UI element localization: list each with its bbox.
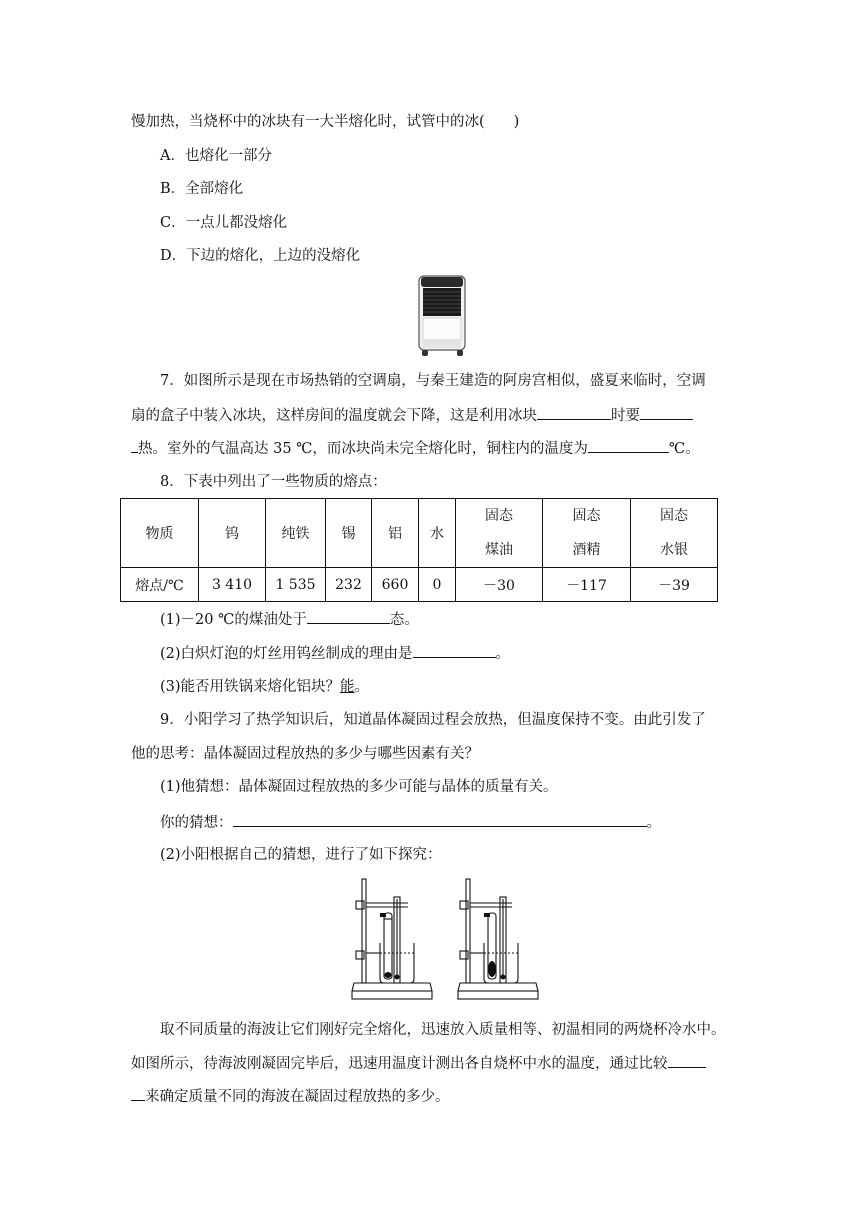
q6-option-c: C．一点儿都没熔化 [160,215,288,231]
table-cell: 3 410 [199,568,266,602]
q9-desc1: 取不同质量的海波让它们刚好完全熔化，迅速放入质量相等、初温相同的两烧杯冷水中。 [160,1022,726,1038]
q9-part2: (2)小阳根据自己的猜想，进行了如下探究： [160,847,442,863]
table-cell: －30 [456,568,543,602]
table-cell: 固态 酒精 [543,499,631,568]
table-cell: －117 [543,568,631,602]
table-row [121,499,718,568]
table-cell: 钨 [199,499,266,568]
q8-sub3: (3)能否用铁锅来熔化铝块？能。 [160,679,370,695]
q7-line1: 7．如图所示是现在市场热销的空调扇，与秦王建造的阿房宫相似，盛夏来临时，空调 [160,373,706,389]
table-cell: 锡 [326,499,372,568]
table-cell: 纯铁 [266,499,326,568]
q9-line2: 他的思考：晶体凝固过程放热的多少与哪些因素有关？ [131,746,479,762]
table-header-substance: 物质 [121,499,199,568]
table-cell: 固态 水银 [631,499,718,568]
q6-tail: 慢加热，当烧杯中的冰块有一大半熔化时，试管中的冰( ) [131,114,520,130]
answer-blank [131,1086,145,1101]
answer-blank [588,438,669,453]
answer-blank [233,812,647,827]
q9-your-guess: 你的猜想： 。 [160,812,661,833]
table-cell: 铝 [372,499,419,568]
q8-sub1: (1)－20 ℃的煤油处于 态。 [160,609,419,630]
answer-blank [307,609,390,624]
q9-guess-given: (1)他猜想：晶体凝固过程放热的多少可能与晶体的质量有关。 [160,779,558,795]
table-cell: －39 [631,568,718,602]
q6-option-a: A．也熔化一部分 [160,148,272,164]
table-cell: 0 [419,568,456,602]
q6-option-d: D．下边的熔化，上边的没熔化 [160,248,361,264]
table-cell: 水 [419,499,456,568]
answer-blank [131,438,138,453]
q9-desc2: 如图所示，待海波刚凝固完毕后，迅速用温度计测出各自烧杯中水的温度，通过比较 [131,1053,706,1074]
q8-intro: 8．下表中列出了一些物质的熔点： [160,474,387,490]
table-cell: 固态 煤油 [456,499,543,568]
q8-sub2: (2)白炽灯泡的灯丝用钨丝制成的理由是 。 [160,643,510,664]
table-cell: 660 [372,568,419,602]
table-cell: 1 535 [266,568,326,602]
q9-desc3: 来确定质量不同的海波在凝固过程放热的多少。 [131,1086,450,1107]
q9-line1: 9．小阳学习了热学知识后，知道晶体凝固过程会放热，但温度保持不变。由此引发了 [160,712,706,728]
q6-option-b: B．全部熔化 [160,181,244,197]
air-cooler-image [417,274,469,358]
q7-line2: 扇的盒子中装入冰块，这样房间的温度就会下降，这是利用冰块 时要 [131,405,693,426]
q7-line3: 热。室外的气温高达 35 ℃，而冰块尚未完全熔化时，铜柱内的温度为 ℃。 [131,438,700,459]
q8-sub3-answer: 能 [340,679,355,695]
answer-blank [413,643,496,658]
melting-point-table [120,498,718,602]
answer-blank [640,405,693,420]
table-cell: 232 [326,568,372,602]
table-row [121,568,718,602]
experiment-apparatus-diagram [350,873,550,1005]
answer-blank [668,1053,706,1068]
table-header-melting-point: 熔点/℃ [121,568,199,602]
answer-blank [537,405,611,420]
